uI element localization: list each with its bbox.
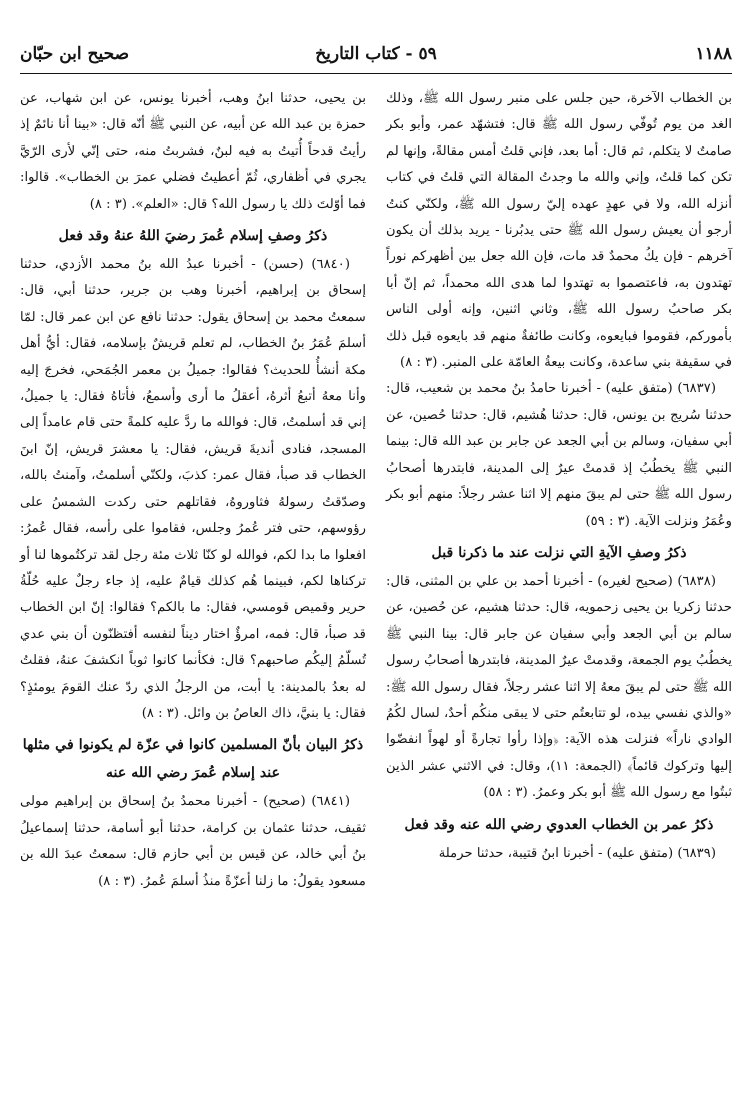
page-header: [20, 44, 732, 70]
paragraph: (٦٨٤٠) (حسن) - أخبرنا عبدُ الله بنُ محمد الأزدي، حدثنا إسحاق بن إبراهيم، أخبرنا وهب بن جرير، حدثنا أبي، قال: سمعتُ محمد بن إسحاق يقول: حدثنا نافع عن ابن عمر قال: لمّا أسلمَ عُمَرُ بنُ الخطاب، لم تعلم قريشٌ بإسلامه، فقال: أيُّ أهل مكة أنشأُ للحديث؟ فقالوا: جميلُ بن معمر الجُمَحي، فخرجَ إليه وأنا معهُ أتبعُ أثرهُ، أعقلُ ما أرى وأسمعُ، فأتاهُ فقال: يا جميلُ، إني قد أسلمتُ، قال: فوالله ما ردَّ عليه كلمةً حتى قام عامداً إلى المسجد، فنادى أنديةَ قريش، فقال: يا معشرَ قريش، إنّ ابنَ الخطاب قد صبأ، فقال عمر: كذبَ، ولكنّي أسلمتُ، وآمنتُ بالله، وصدّقتُ رسولهُ فثاوروهُ، فقاتلهم حتى ركدت الشمسُ على رؤوسهم، حتى فتر عُمرُ وجلس، فقاموا على رأسه، فقال عُمرُ: افعلوا ما بدا لكم، فوالله لو كنّا ثلاث مئة رجل لقد تركتُموها لنا أو تركناها لكم، فبينما هُم كذلك قيامٌ عليه، إذ جاء رجلٌ عليه حُلّةُ حرير وقميص قومسي، فقال: ما بالكم؟ فقالوا: إنّ ابن الخطاب قد صبأ، قال: فمه، امرؤٌ اختار ديناً لنفسه أفتظنّون أن بني عدي تُسلّمُ إليكُم صاحبهم؟ قال: فكأنما كانوا ثوباً انكشفَ عنهُ، فقلتُ له بعدُ بالمدينة: يا أبت، من الرجلُ الذي ردّ عنك القومَ يومئذٍ؟ فقال: يا بنيَّ، ذاك العاصُ بن وائل. (٣ : ٨): [20, 257, 366, 721]
section-heading: ذكرُ وصفِ إسلام عُمرَ رضيَ اللهُ عنهُ وقد فعل: [58, 228, 328, 245]
paragraph: (٦٨٣٩) (متفق عليه) - أخبرنا ابنُ قتيبة، حدثنا حرملة: [438, 845, 716, 861]
left-column: [20, 86, 366, 1096]
paragraph: (٦٨٤١) (صحيح) - أخبرنا محمدُ بنُ إسحاق بن إبراهيم مولى ثقيف، حدثنا عثمان بن كرامة، حدثنا أبو أسامة، حدثنا إسماعيلُ بنُ أبي خالد، عن قيس بن أبي حازم قال: سمعتُ عبدَ الله بن مسعود يقولُ: ما زلنا أعزّةً منذُ أسلمَ عُمرُ. (٣ : ٨): [20, 794, 366, 889]
paragraph: (٦٨٣٨) (صحيح لغيره) - أخبرنا أحمد بن علي بن المثنى، قال: حدثنا زكريا بن يحيى زحمويه، قال: حدثنا هشيم، عن حُصين، عن سالم بن أبي الجعد وأبي سفيان عن جابر قال: بينا النبي ﷺ يخطُبُ يوم الجمعة، وقدمتْ عيرٌ المدينة، فابتدرها أصحابُ رسول الله ﷺ حتى لم يبقَ معهُ إلا اثنا عشر رجلاً، فقال رسول الله ﷺ: «والذي نفسي بيده، لو تتابعتُم حتى لا يبقى منكُم أحدٌ، لسال لكُمُ الوادي ناراً» فنزلت هذه الآية: ﴿وإذا رأوا تجارةً أو لهواً انفضّوا إليها وتركوك قائماً﴾ (الجمعة: ١١)، وقال: في الاثني عشر الذين ثبتُوا مع رسول الله ﷺ أبو بكر وعمرُ. (٣ : ٥٨): [386, 573, 732, 801]
paragraph: بن يحيى، حدثنا ابنُ وهب، أخبرنا يونس، عن ابن شهاب، عن حمزة بن عبد الله عن أبيه، عن النبي ﷺ أنّه قال: «بينا أنا نائمٌ إذ رأيتُ قدحاً أُتيتُ به فيه لبنٌ، فشربتُ منه، حتى إنّي لأرى الرّيَّ يجري في أظفاري، ثُمّ أعطيتُ فضلي عمرَ بن الخطاب». قالوا: فما أوّلتَ ذلك يا رسول الله؟ قال: «العلم». (٣ : ٨): [20, 91, 366, 212]
header-rule: [20, 73, 732, 74]
section-heading: ذكرُ عمر بن الخطاب العدوي رضي الله عنه وقد فعل: [404, 816, 714, 833]
section-heading: ذكرُ البيان بأنّ المسلمين كانوا في عزّة لم يكونوا في مثلها عند إسلام عُمرَ رضي الله عنه: [22, 737, 364, 782]
paragraph: بن الخطاب الآخرة، حين جلس على منبر رسول الله ﷺ، وذلك الغد من يوم تُوفّي رسول الله ﷺ قال: فتشهّد عمر، وأبو بكر صامتٌ لا يتكلم، ثم قال: أما بعد، فإني قلتُ أمس مقالةً، وإنها لم تكن كما قلتُ، وإني والله ما وجدتُ المقالة التي قلتُ في كتاب أنزله الله، ولا في عهدٍ عهده إليّ رسول الله ﷺ، ولكنّي كنتُ أرجو أن يعيش رسول الله ﷺ حتى يدبُرنا - يريد بذلك أن يكون آخرهم - فإن يكُ محمدٌ قد مات، فإن الله جعل بين أظهركم نوراً تهتدون به، فاعتصموا به تهتدوا لما هدى الله محمداً، ثم إنّ أبا بكر صاحبُ رسول الله ﷺ، وثاني اثنين، وإنه أولى الناس بأموركم، فقوموا فبايعوه، وكانت طائفةٌ منهم قد بايعوه قبل ذلك في سقيفة بني ساعدة، وكانت بيعةُ العامّة على المنبر. (٣ : ٨): [386, 91, 732, 371]
chapter-title: ٥٩ - كتاب التاريخ: [315, 44, 437, 64]
right-column: [386, 86, 732, 1096]
book-title: صحيح ابن حبّان: [20, 44, 130, 64]
paragraph: (٦٨٣٧) (متفق عليه) - أخبرنا حامدُ بنُ محمد بن شعيب، قال: حدثنا سُريج بن يونس، قال: حدثنا هُشيم، قال: حدثنا حُصين، عن أبي سفيان، وسالم بن أبي الجعد عن جابر بن عبد الله قال: بينما النبي ﷺ يخطُبُ إذ قدمتْ عيرٌ إلى المدينة، فابتدرها أصحابُ رسول الله ﷺ حتى لم يبقَ منهم إلا اثنا عشر رجلاً: منهم أبو بكر وعُمَرُ ونزلت الآية. (٣ : ٥٩): [386, 381, 732, 529]
page-number: ١١٨٨: [695, 44, 732, 64]
section-heading: ذكرُ وصفِ الآيةِ التي نزلت عند ما ذكرنا قبل: [431, 544, 687, 561]
